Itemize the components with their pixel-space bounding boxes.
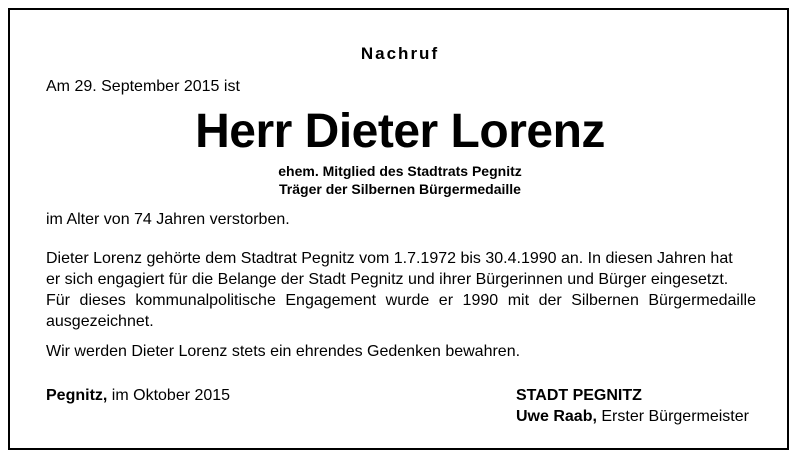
notice-date: im Oktober 2015 <box>111 387 231 404</box>
closing-line: Wir werden Dieter Lorenz stets ein ehrendes Gedenken bewahren. <box>46 343 521 360</box>
role-line-council: ehem. Mitglied des Stadtrats Pegnitz <box>278 163 522 179</box>
signer-title: Erster Bürgermeister <box>601 408 749 425</box>
notice-heading: Nachruf <box>360 44 440 63</box>
biography-paragraph <box>46 248 756 332</box>
notice-border <box>8 8 789 450</box>
place-date <box>46 387 230 405</box>
organization-name: STADT PEGNITZ <box>516 387 642 404</box>
age-line: im Alter von 74 Jahren verstorben. <box>46 211 290 228</box>
biography-line: ausgezeichnet. <box>46 313 154 330</box>
biography-line: Für dieses kommunalpolitische Engagement wurde er 1990 mit der Silbernen Bürgermedaille <box>46 292 756 309</box>
signer <box>516 408 749 426</box>
intro-line: Am 29. September 2015 ist <box>46 78 240 95</box>
deceased-name: Herr Dieter Lorenz <box>195 105 605 158</box>
role-line-medal: Träger der Silbernen Bürgermedaille <box>279 181 521 197</box>
place-name: Pegnitz, <box>46 387 108 404</box>
biography-line: Dieter Lorenz gehörte dem Stadtrat Pegnitz vom 1.7.1972 bis 30.4.1990 an. In diesen Jahren hat <box>46 250 733 267</box>
signer-name: Uwe Raab, <box>516 408 597 425</box>
biography-line: er sich engagiert für die Belange der Stadt Pegnitz und ihrer Bürgerinnen und Bürger eingesetzt. <box>46 271 729 288</box>
